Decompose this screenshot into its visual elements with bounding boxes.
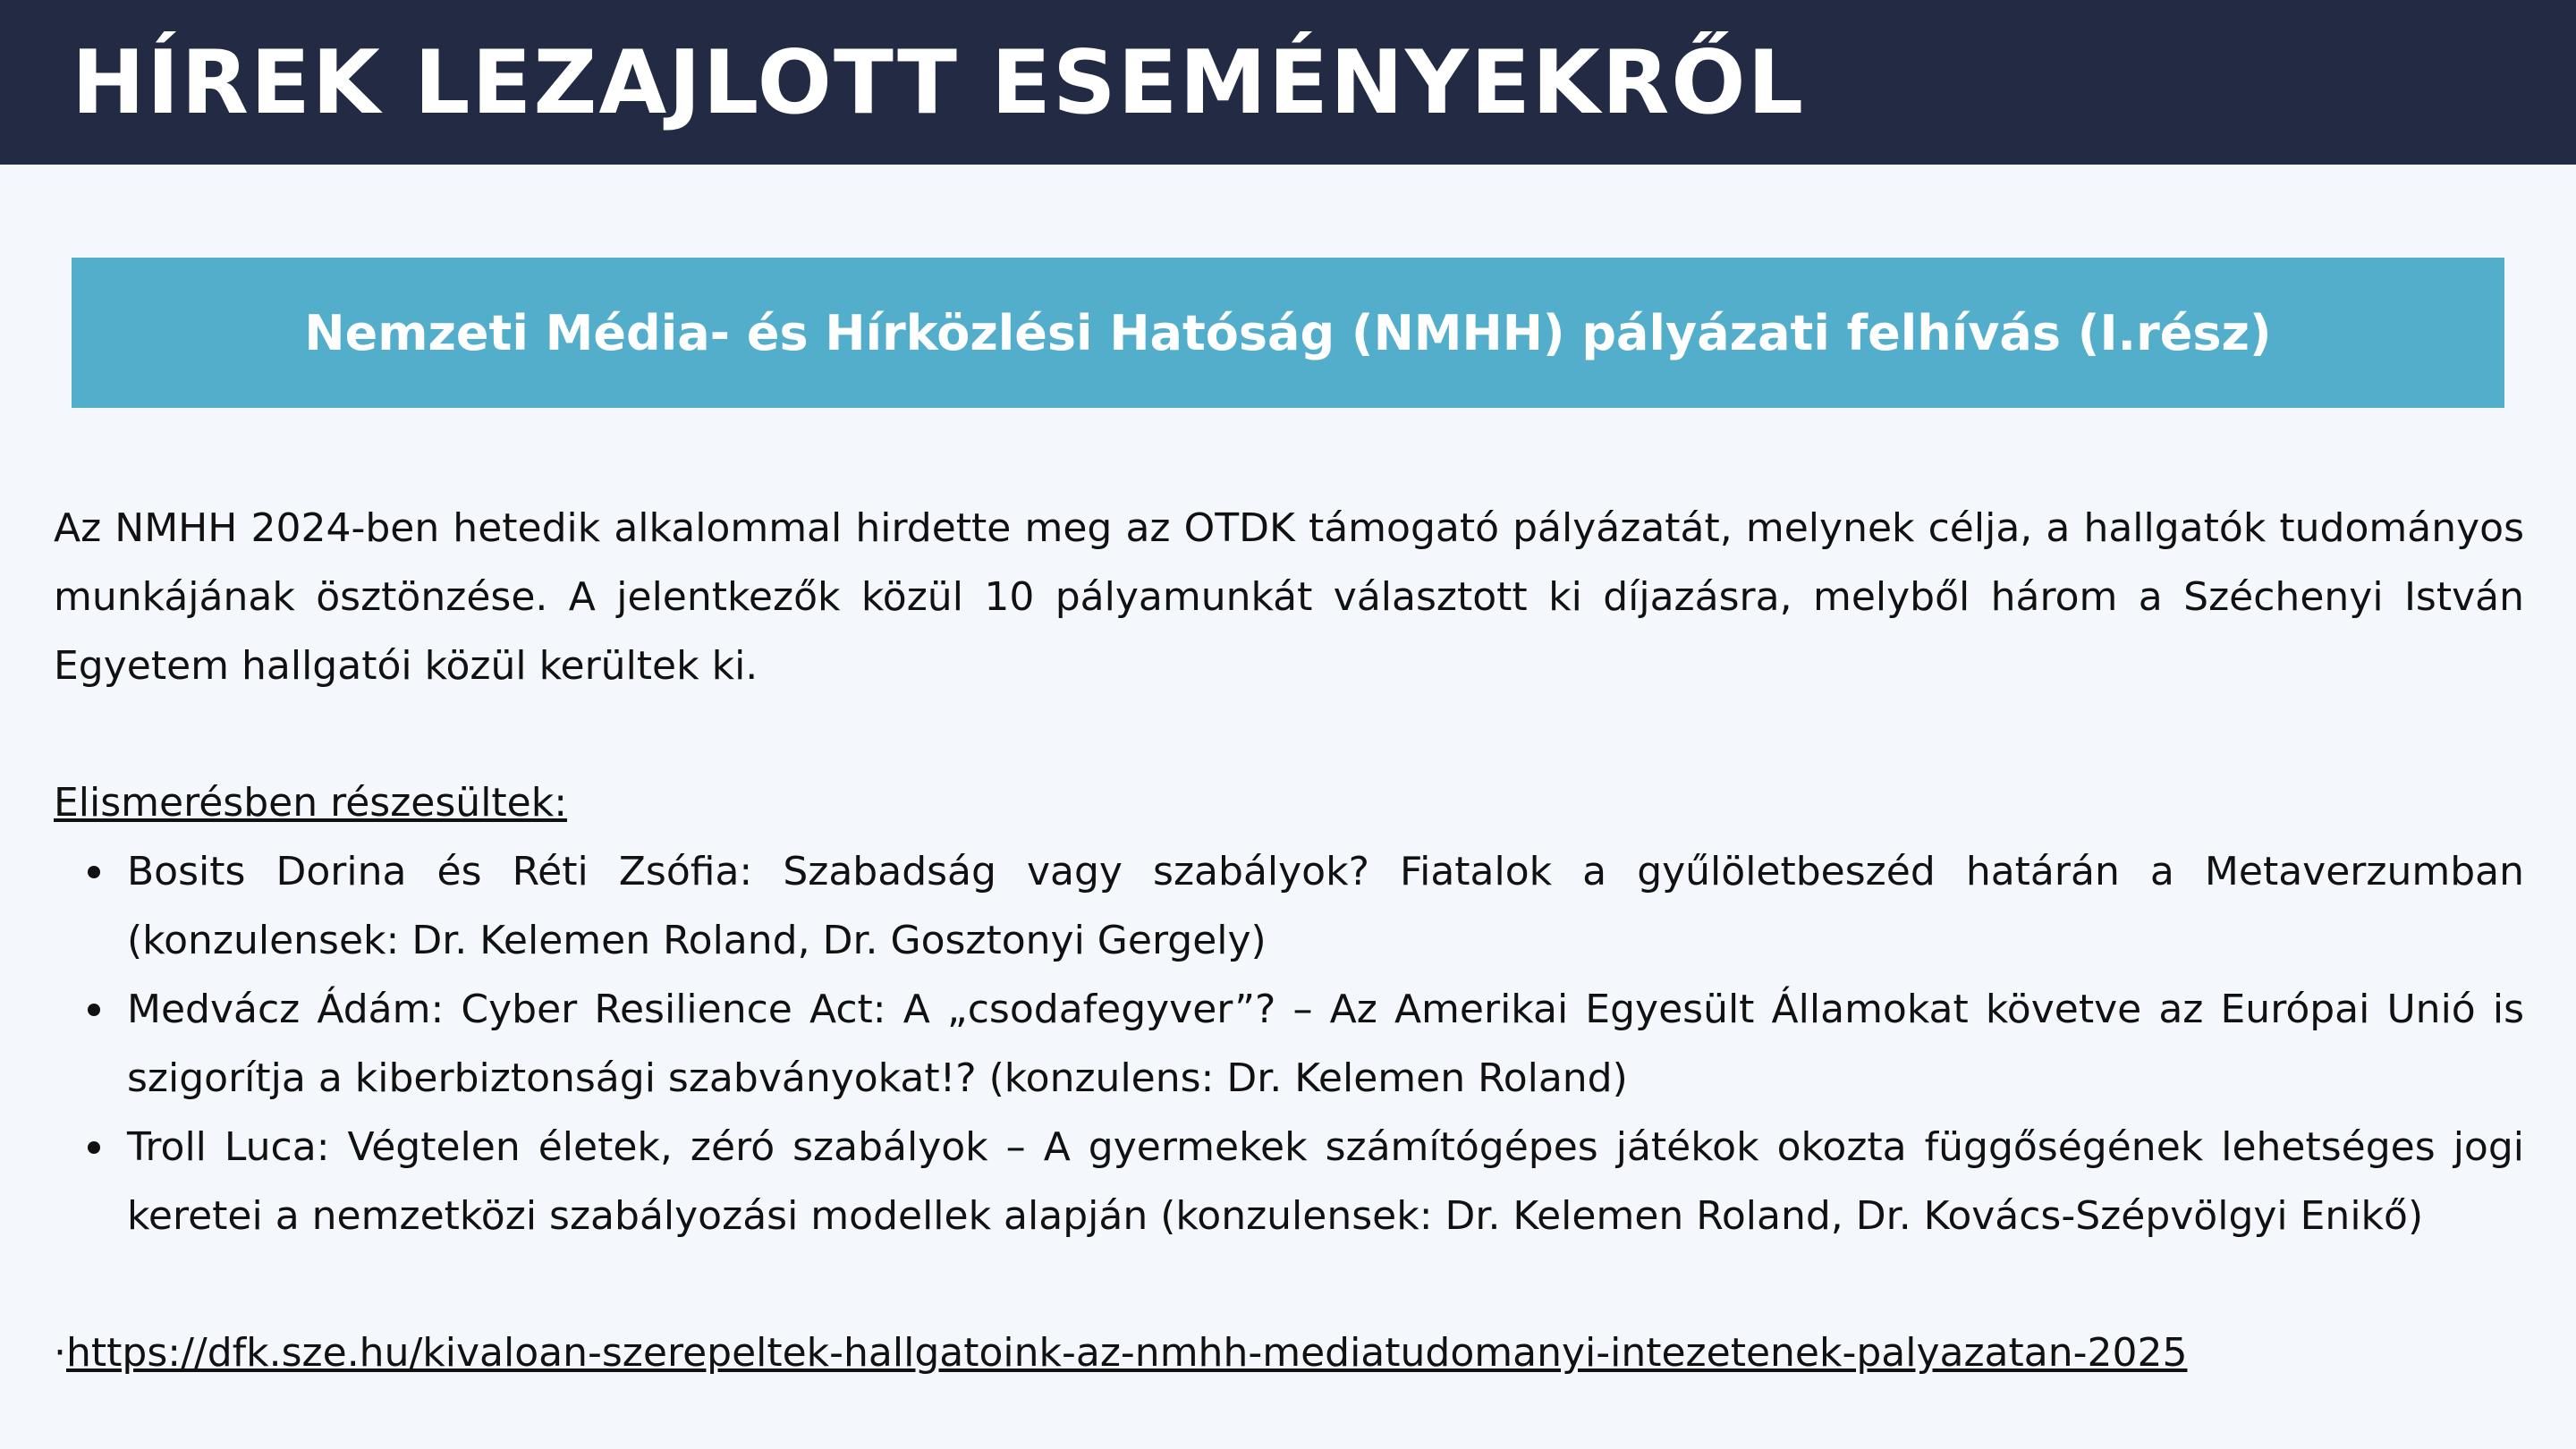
subtitle-bar [72,258,2504,408]
awards-heading: Elismerésben részesültek: [54,780,568,826]
award-item: Medvácz Ádám: Cyber Resilience Act: A „csodafegyver”? – Az Amerikai Egyesült Államokat követve az Európai Unió is szigorítja a kiberbiztonsági szabványokat!? (konzulens: Dr. Kelemen Roland) [127,975,2524,1113]
award-item: Bosits Dorina és Réti Zsófia: Szabadság vagy szabályok? Fiatalok a gyűlöletbeszéd határán a Metaverzumban (konzulensek: Dr. Kelemen Roland, Dr. Gosztonyi Gergely) [127,837,2524,975]
page-title: HÍREK LEZAJLOTT ESEMÉNYEKRŐL [72,32,1806,134]
intro-paragraph: Az NMHH 2024-ben hetedik alkalommal hirdette meg az OTDK támogató pályázatát, melynek célja, a hallgatók tudományos munkájának ösztönzése. A jelentkezők közül 10 pályamunkát választott ki díjazásra, melyből három a Széchenyi István Egyetem hallgatói közül kerültek ki. [54,505,2524,689]
source-link[interactable]: https://dfk.sze.hu/kivaloan-szerepeltek-hallgatoink-az-nmhh-mediatudomanyi-intezetenek-palyazatan-2025 [66,1330,2188,1376]
award-item: Troll Luca: Végtelen életek, zéró szabályok – A gyermekek számítógépes játékok okozta függőségének lehetséges jogi keretei a nemzetközi szabályozási modellek alapján (konzulensek: Dr. Kelemen Roland, Dr. Kovács-Szépvölgyi Enikő) [127,1113,2524,1250]
bullet-dot: · [54,1330,66,1376]
award-list [54,837,2524,1250]
source-line [54,1318,2524,1387]
header-banner [0,0,2576,165]
article-title: Nemzeti Média- és Hírközlési Hatóság (NMHH) pályázati felhívás (I.rész) [304,304,2272,361]
article-body [54,494,2524,1387]
